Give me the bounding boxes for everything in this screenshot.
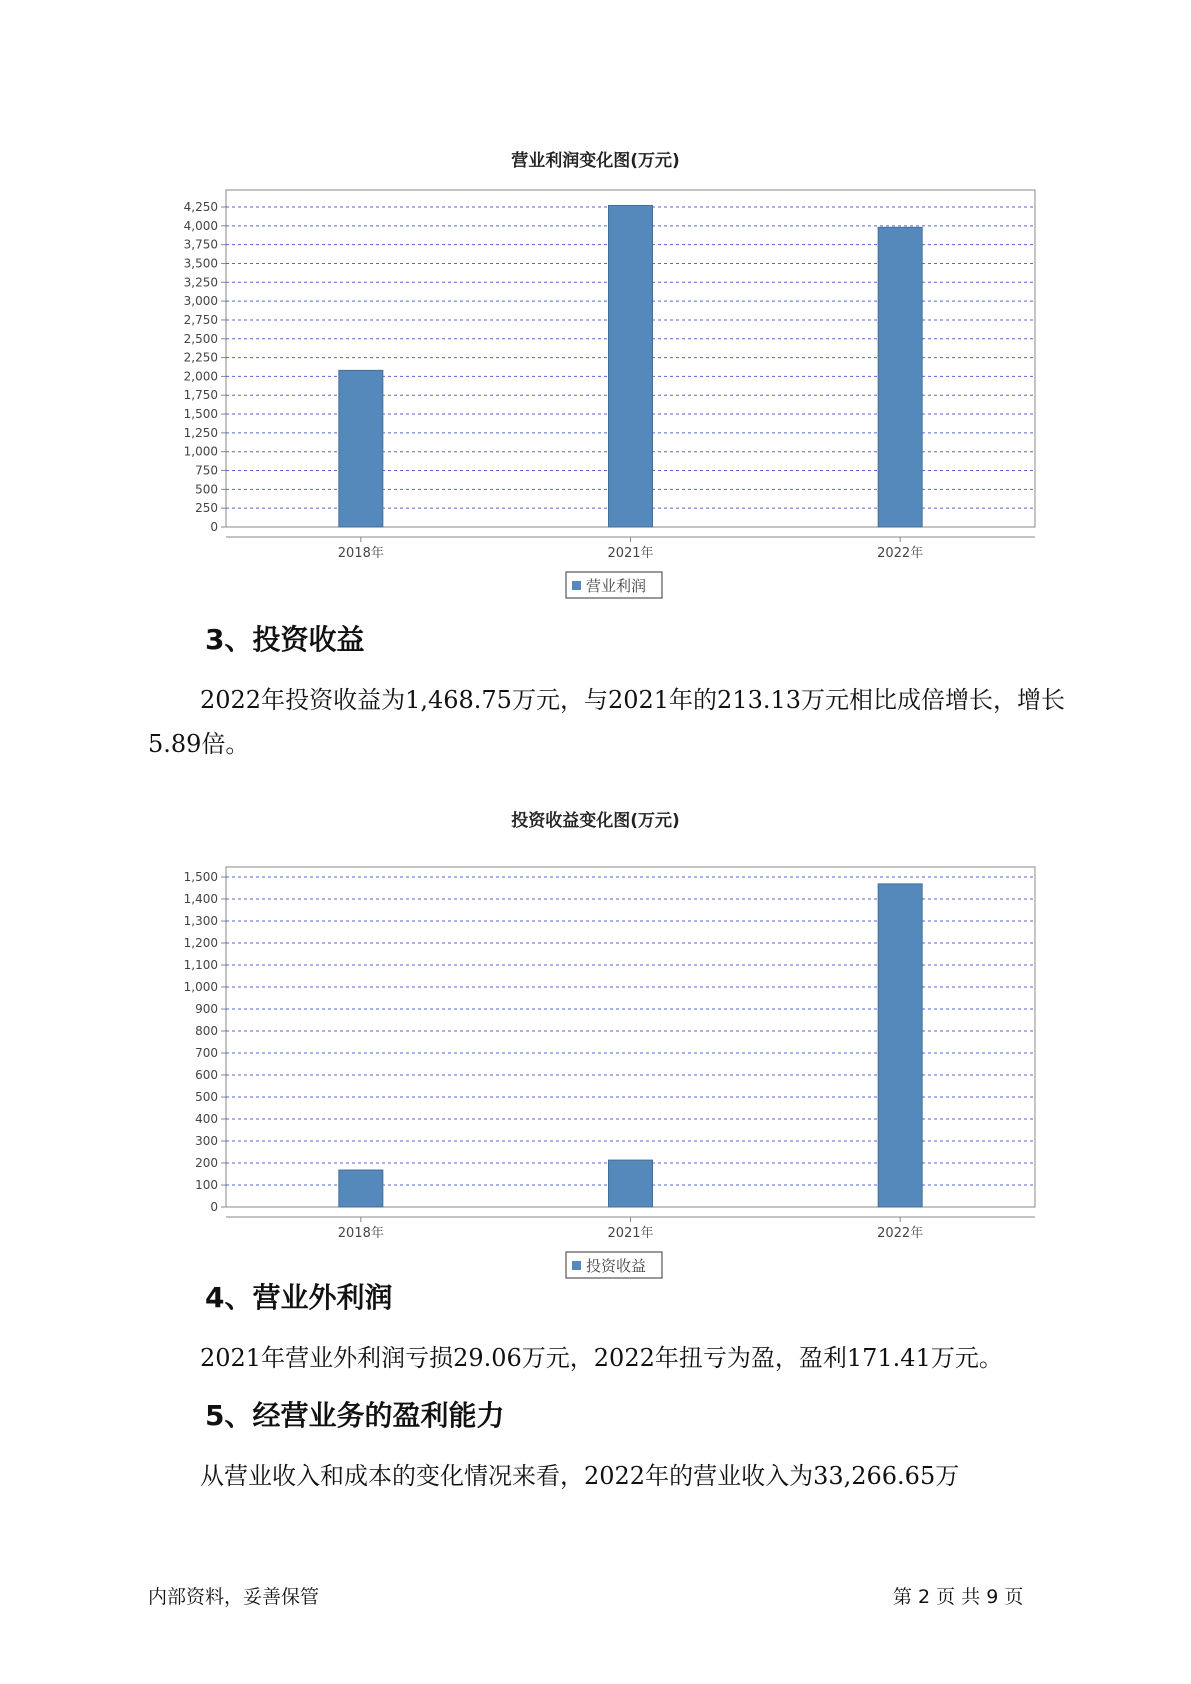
y-tick-label: 250 [195, 501, 218, 516]
y-tick-label: 200 [195, 1156, 218, 1170]
section-4-paragraph: 2021年营业外利润亏损29.06万元，2022年扭亏为盈，盈利171.41万元。 [200, 1344, 1003, 1372]
x-tick-label: 2021年 [607, 546, 654, 561]
section-5-heading: 5、经营业务的盈利能力 [205, 1399, 505, 1432]
y-tick-label: 1,250 [183, 425, 218, 440]
y-tick-label: 1,100 [183, 958, 218, 972]
y-tick-label: 3,250 [183, 275, 218, 290]
y-tick-label: 1,000 [183, 980, 218, 994]
y-tick-label: 1,750 [183, 388, 218, 403]
bar-2022年 [878, 884, 922, 1207]
section-3-paragraph: 2022年投资收益为1,468.75万元，与2021年的213.13万元相比成倍增长，增长5.89倍。 [148, 686, 1066, 758]
y-tick-label: 750 [195, 463, 218, 478]
y-tick-label: 100 [195, 1178, 218, 1192]
footer-confidential-note: 内部资料，妥善保管 [148, 1586, 320, 1608]
y-tick-label: 900 [195, 1002, 218, 1016]
chart-legend [566, 1252, 662, 1278]
y-tick-label: 4,000 [183, 218, 218, 233]
y-tick-label: 1,300 [183, 914, 218, 928]
footer-page-number: 第 2 页 共 9 页 [893, 1586, 1024, 1608]
x-tick-label: 2018年 [337, 1226, 384, 1241]
y-tick-label: 700 [195, 1046, 218, 1060]
section-5-paragraph: 从营业收入和成本的变化情况来看，2022年的营业收入为33,266.65万 [200, 1462, 960, 1490]
legend-label: 营业利润 [586, 577, 647, 595]
y-tick-label: 1,000 [183, 444, 218, 459]
y-tick-label: 2,750 [183, 312, 218, 327]
x-tick-label: 2022年 [877, 546, 924, 561]
y-tick-label: 3,750 [183, 237, 218, 252]
x-tick-label: 2018年 [337, 546, 384, 561]
y-tick-label: 1,500 [183, 407, 218, 422]
bar-2018年 [339, 1170, 383, 1207]
y-tick-label: 400 [195, 1112, 218, 1126]
section-4-heading: 4、营业外利润 [205, 1281, 393, 1314]
bar-2021年 [609, 1160, 653, 1207]
y-tick-label: 600 [195, 1068, 218, 1082]
y-tick-label: 500 [195, 1090, 218, 1104]
chart-2-title: 投资收益变化图(万元) [511, 811, 680, 831]
y-tick-label: 300 [195, 1134, 218, 1148]
y-tick-label: 1,500 [183, 870, 218, 884]
x-tick-label: 2021年 [607, 1226, 654, 1241]
y-tick-label: 1,200 [183, 936, 218, 950]
x-tick-label: 2022年 [877, 1226, 924, 1241]
y-tick-label: 3,500 [183, 256, 218, 271]
y-tick-label: 3,000 [183, 294, 218, 309]
y-tick-label: 2,500 [183, 331, 218, 346]
y-tick-label: 500 [195, 482, 218, 497]
y-tick-label: 800 [195, 1024, 218, 1038]
section-3-heading: 3、投资收益 [205, 623, 365, 656]
y-tick-label: 0 [210, 1200, 218, 1214]
y-tick-label: 2,250 [183, 350, 218, 365]
y-tick-label: 2,000 [183, 369, 218, 384]
legend-swatch [572, 1261, 581, 1270]
legend-label: 投资收益 [586, 1257, 647, 1275]
chart-1-title: 营业利润变化图(万元) [511, 151, 680, 171]
y-tick-label: 1,400 [183, 892, 218, 906]
y-tick-label: 4,250 [183, 200, 218, 214]
y-tick-label: 0 [210, 520, 218, 534]
